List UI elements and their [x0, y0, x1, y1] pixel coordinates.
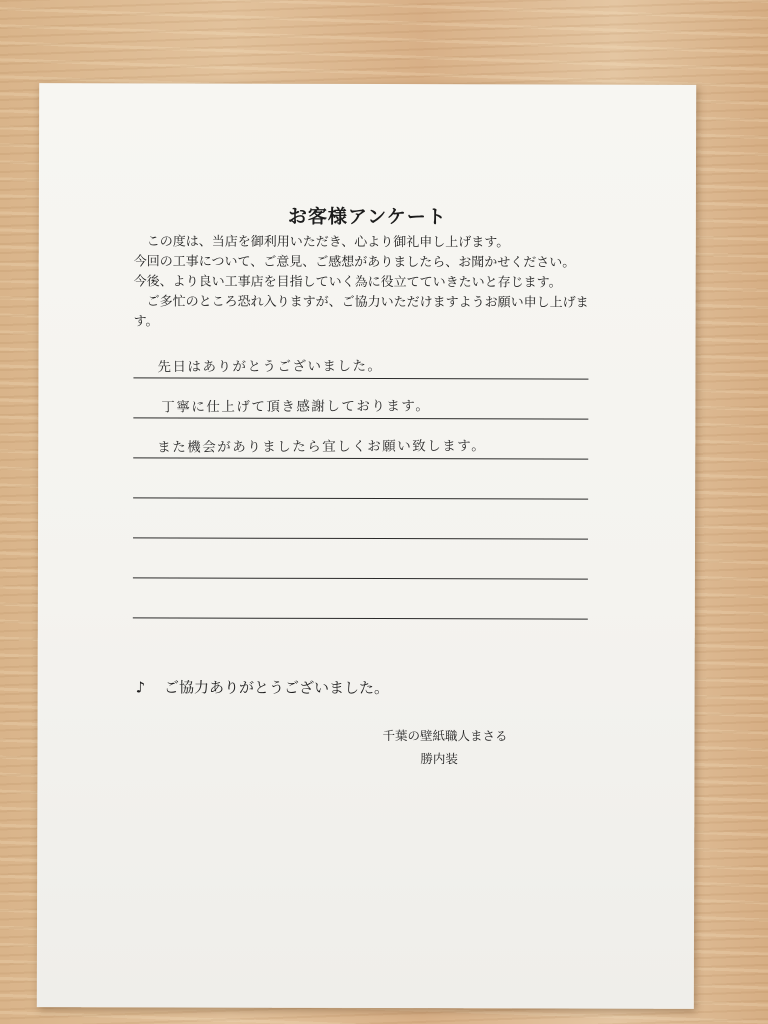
answer-line-7: [133, 578, 588, 619]
answer-line-2: [133, 378, 588, 419]
handwritten-answer-1: 先日はありがとうございました。: [157, 358, 383, 376]
answer-line-5: [133, 498, 588, 539]
answer-line-3: [133, 418, 588, 459]
answer-line-4: [133, 458, 588, 499]
music-note-icon: ♪: [135, 678, 146, 697]
intro-line-1: この度は、当店を御利用いただき、心より御礼申し上げます。: [146, 234, 510, 251]
answer-line-1: [133, 338, 588, 379]
signature-line-1: 千葉の壁紙職人まさる: [382, 728, 508, 744]
intro-text: [134, 232, 609, 333]
answer-lines: [133, 338, 589, 619]
closing-message: [136, 676, 389, 698]
handwritten-answer-3: また機会がありましたら宜しくお願い致します。: [157, 438, 487, 456]
survey-title: お客様アンケート: [287, 205, 447, 229]
handwritten-answer-2: 丁寧に仕上げて頂き感謝しております。: [161, 398, 431, 416]
closing-text: ご協力ありがとうございました。: [163, 678, 390, 698]
intro-line-4: ご多忙のところ恐れ入りますが、ご協力いただけますようお願い申し上げます。: [133, 294, 589, 330]
intro-line-3: 今後、より良い工事店を目指していく為に役立てていきたいと存じます。: [133, 274, 562, 291]
survey-sheet: [37, 83, 696, 1009]
intro-line-2: 今回の工事について、ご意見、ご感想がありましたら、お聞かせください。: [133, 254, 576, 271]
signature-line-2: 勝内装: [420, 751, 458, 767]
signature-block: [382, 724, 507, 770]
answer-line-6: [133, 538, 588, 579]
